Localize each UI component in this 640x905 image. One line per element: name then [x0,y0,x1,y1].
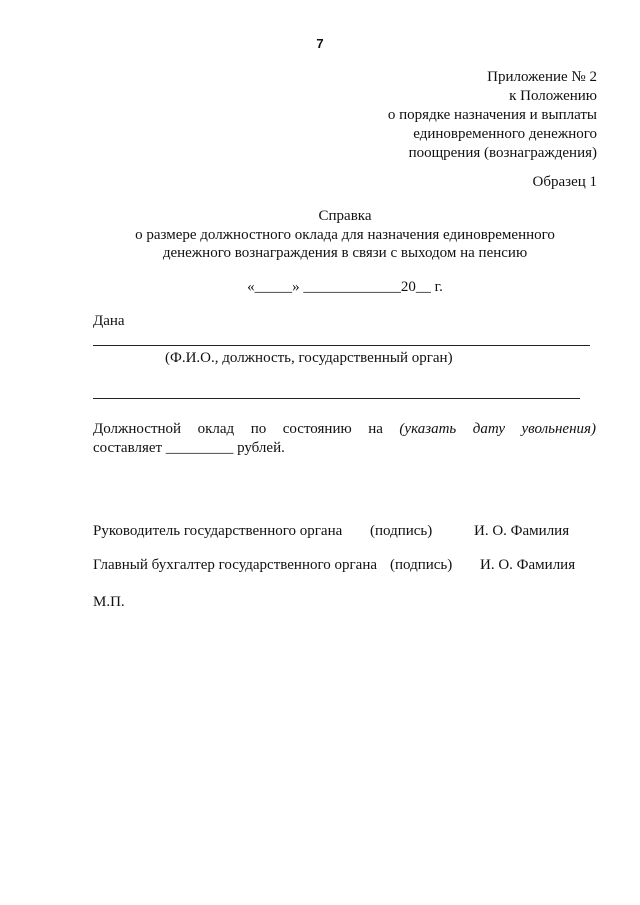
appendix-line: единовременного денежного [413,126,597,142]
signature-head-sign: (подпись) [370,523,433,539]
signature-head-role: Руководитель государственного органа [93,523,343,539]
salary-word: оклад [197,421,235,437]
stamp-label: М.П. [93,594,125,610]
sample-label: Образец 1 [532,174,597,190]
title-line: денежного вознаграждения в связи с выходом на пенсию [162,245,528,261]
appendix-line: поощрения (вознаграждения) [408,145,597,161]
salary-word-italic: (указать [399,421,457,437]
signature-accountant-role: Главный бухгалтер государственного органа [93,557,378,573]
salary-word: на [368,421,383,437]
document-title [0,207,640,263]
appendix-line: о порядке назначения и выплаты [387,107,597,123]
salary-word-italic: увольнения) [521,421,596,437]
salary-word: Должностной [93,421,182,437]
signature-accountant-sign: (подпись) [390,557,453,573]
issued-caption: (Ф.И.О., должность, государственный орган) [165,350,453,366]
title-heading: Справка [318,208,372,224]
signature-head-name: И. О. Фамилия [474,523,570,539]
title-line: о размере должностного оклада для назначения единовременного [135,226,555,243]
signature-accountant-name: И. О. Фамилия [480,557,576,573]
appendix-line: к Положению [509,88,597,104]
salary-statement [93,420,596,458]
issued-label: Дана [93,313,125,329]
appendix-header [388,68,597,163]
salary-line-1 [93,420,596,439]
issued-to-line [93,345,590,346]
salary-word: по [250,421,267,437]
appendix-line: Приложение № 2 [487,69,597,85]
salary-line-2: составляет _________ рублей. [93,440,285,456]
extra-line [93,398,580,399]
page-number: 7 [316,36,324,51]
salary-word-italic: дату [472,421,505,437]
salary-word: состоянию [282,421,352,437]
date-field: «_____» _____________20__ г. [247,279,443,295]
